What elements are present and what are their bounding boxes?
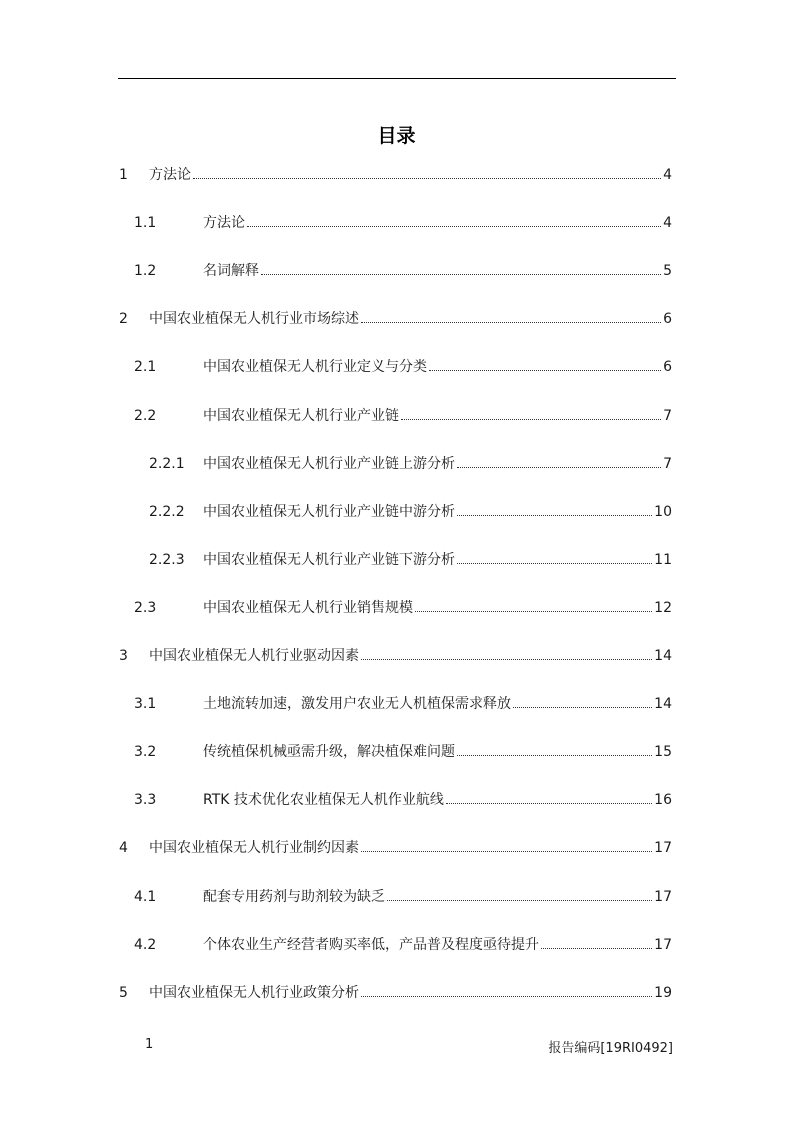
toc-dot-leader <box>429 370 661 371</box>
toc-entry-label: 中国农业植保无人机行业产业链 <box>203 407 399 424</box>
toc-dot-leader <box>541 948 652 949</box>
toc-entry[interactable] <box>0 887 793 907</box>
footer-report-code: 报告编码[19RI0492] <box>548 1041 673 1056</box>
toc-entry[interactable] <box>0 694 793 714</box>
toc-entry[interactable] <box>0 213 793 233</box>
toc-entry[interactable] <box>0 598 793 618</box>
toc-dot-leader <box>457 563 652 564</box>
toc-entry-number: 2.2.1 <box>149 455 185 472</box>
toc-entry-number: 1 <box>119 167 128 183</box>
toc-entry-page: 12 <box>654 599 672 616</box>
toc-entry[interactable] <box>0 502 793 522</box>
toc-entry-label: RTK 技术优化农业植保无人机作业航线 <box>203 792 444 809</box>
page-title: 目录 <box>377 125 416 147</box>
toc-dot-leader <box>361 322 661 323</box>
toc-entry-label: 个体农业生产经营者购买率低，产品普及程度亟待提升 <box>203 936 539 953</box>
toc-entry-number: 3.3 <box>134 792 157 809</box>
toc-entry-page: 17 <box>654 888 672 905</box>
toc-dot-leader <box>361 851 652 852</box>
toc-entry-label: 中国农业植保无人机行业产业链中游分析 <box>203 503 455 520</box>
toc-entry-label: 中国农业植保无人机行业定义与分类 <box>203 359 427 376</box>
toc-entry-number: 2.2.3 <box>149 551 185 568</box>
toc-entry-label: 名词解释 <box>203 263 259 280</box>
toc-entry-page: 14 <box>654 696 672 713</box>
toc-entry-number: 3.1 <box>134 696 157 713</box>
toc-entry-number: 2 <box>119 311 128 328</box>
toc-entry-page: 10 <box>654 503 672 520</box>
toc-entry-number: 5 <box>119 984 128 1001</box>
toc-entry-label: 中国农业植保无人机行业销售规模 <box>203 599 413 616</box>
toc-entry-page: 6 <box>663 359 672 376</box>
toc-entry[interactable] <box>0 309 793 329</box>
toc-entry-number: 4.1 <box>134 888 157 905</box>
toc-entry[interactable] <box>0 261 793 281</box>
toc-entry[interactable] <box>0 165 793 185</box>
toc-entry[interactable] <box>0 983 793 1003</box>
toc-entry-label: 中国农业植保无人机行业市场综述 <box>149 311 359 328</box>
toc-entry-number: 3 <box>119 648 128 664</box>
toc-entry[interactable] <box>0 742 793 762</box>
toc-entry-label: 中国农业植保无人机行业产业链下游分析 <box>203 551 455 568</box>
toc-entry-page: 19 <box>654 984 672 1001</box>
toc-entry-number: 2.1 <box>134 359 157 376</box>
toc-dot-leader <box>457 515 652 516</box>
toc-entry[interactable] <box>0 790 793 810</box>
toc-entry[interactable] <box>0 406 793 426</box>
toc-dot-leader <box>361 659 652 660</box>
toc-entry-number: 2.2 <box>134 407 157 424</box>
toc-dot-leader <box>446 803 652 804</box>
toc-entry-number: 1.1 <box>134 215 157 232</box>
toc-entry-label: 中国农业植保无人机行业产业链上游分析 <box>203 455 455 472</box>
toc-entry-number: 1.2 <box>134 263 157 280</box>
toc-entry-page: 7 <box>663 455 672 472</box>
toc-entry-label: 中国农业植保无人机行业制约因素 <box>149 840 359 857</box>
toc-entry-page: 17 <box>654 840 672 857</box>
header-rule <box>118 78 676 79</box>
toc-dot-leader <box>387 900 652 901</box>
toc-dot-leader <box>193 178 661 179</box>
toc-entry-number: 2.3 <box>134 599 157 616</box>
toc-entry-page: 16 <box>654 792 672 809</box>
footer-page-number: 1 <box>145 1037 154 1052</box>
toc-dot-leader <box>457 467 661 468</box>
toc-entry[interactable] <box>0 357 793 377</box>
toc-dot-leader <box>261 274 661 275</box>
toc-entry-label: 土地流转加速，激发用户农业无人机植保需求释放 <box>203 696 511 713</box>
toc-entry[interactable] <box>0 935 793 955</box>
toc-entry-page: 5 <box>663 263 672 280</box>
toc-entry-number: 4 <box>119 840 128 857</box>
toc-entry[interactable] <box>0 838 793 858</box>
toc-entry[interactable] <box>0 550 793 570</box>
toc-entry-label: 传统植保机械亟需升级，解决植保难问题 <box>203 744 455 761</box>
toc-entry[interactable] <box>0 454 793 474</box>
toc-dot-leader <box>513 707 652 708</box>
toc-dot-leader <box>401 419 661 420</box>
toc-entry-page: 15 <box>654 744 672 761</box>
toc-dot-leader <box>415 611 652 612</box>
toc-entry-number: 4.2 <box>134 936 157 953</box>
toc-entry[interactable] <box>0 646 793 666</box>
toc-entry-label: 方法论 <box>203 215 245 232</box>
toc-entry-page: 7 <box>663 407 672 424</box>
toc-entry-page: 14 <box>654 648 672 664</box>
toc-dot-leader <box>457 755 652 756</box>
toc-entry-page: 4 <box>663 215 672 232</box>
toc-entry-label: 方法论 <box>149 167 191 183</box>
toc-entry-page: 6 <box>663 311 672 328</box>
toc-entry-label: 中国农业植保无人机行业驱动因素 <box>149 648 359 664</box>
toc-dot-leader <box>247 226 661 227</box>
toc-entry-label: 配套专用药剂与助剂较为缺乏 <box>203 888 385 905</box>
toc-entry-page: 4 <box>663 167 672 183</box>
toc-dot-leader <box>361 996 652 997</box>
toc-entry-number: 2.2.2 <box>149 503 185 520</box>
toc-entry-page: 11 <box>654 551 672 568</box>
toc-entry-page: 17 <box>654 936 672 953</box>
toc-entry-label: 中国农业植保无人机行业政策分析 <box>149 984 359 1001</box>
toc-entry-number: 3.2 <box>134 744 157 761</box>
